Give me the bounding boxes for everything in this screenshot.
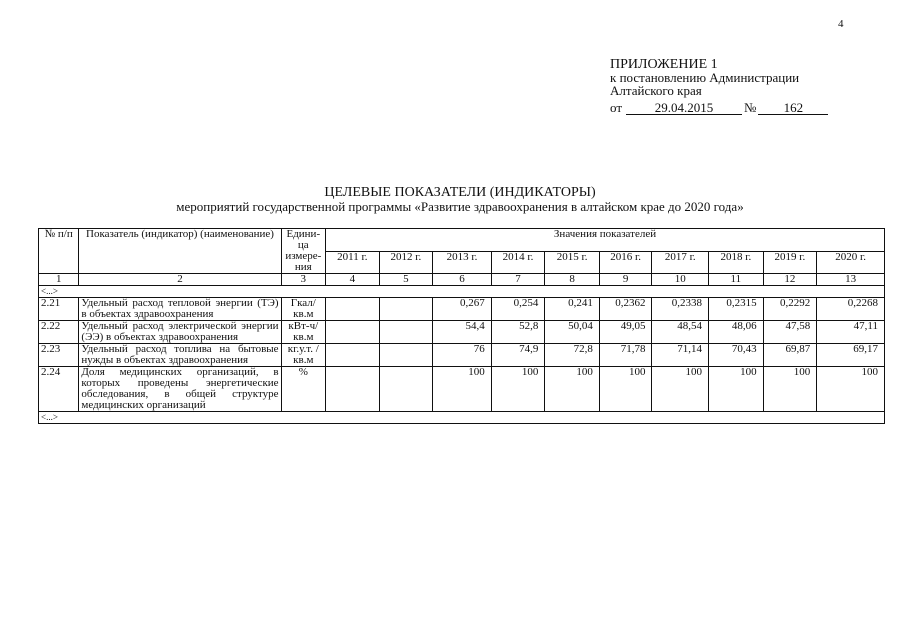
page-number: 4 (838, 18, 844, 30)
row-indicator-name: Удельный расход электрической энергии (ЭЭ) в объектах здравоохранения (79, 321, 281, 344)
row-value (326, 321, 380, 344)
header-row-1 (39, 229, 885, 252)
row-value: 0,2362 (599, 298, 652, 321)
row-number: 2.24 (39, 367, 79, 412)
ellipsis-row (39, 286, 885, 298)
row-value: 48,54 (652, 321, 709, 344)
header-num: № п/п (39, 229, 79, 274)
header-values-group: Значения показателей (326, 229, 885, 252)
row-value: 49,05 (599, 321, 652, 344)
ellipsis-cell: <...> (39, 412, 885, 424)
row-value: 71,78 (599, 344, 652, 367)
row-value: 100 (433, 367, 492, 412)
row-value: 0,2338 (652, 298, 709, 321)
row-number: 2.23 (39, 344, 79, 367)
row-indicator-name: Доля медицинских организаций, в которых проведены энергетические обследования, в общей структуре медицинских организаций (79, 367, 281, 412)
column-number: 10 (652, 274, 709, 286)
decree-date: 29.04.2015 (626, 102, 742, 115)
appendix-line-2: Алтайского края (610, 83, 702, 98)
row-value: 0,267 (433, 298, 492, 321)
row-value: 0,254 (491, 298, 545, 321)
row-unit: кг.у.т. /кв.м (281, 344, 325, 367)
column-number: 4 (326, 274, 380, 286)
row-value: 100 (763, 367, 817, 412)
appendix-block (610, 58, 850, 115)
row-value: 48,06 (709, 321, 764, 344)
row-value: 69,87 (763, 344, 817, 367)
header-year: 2014 г. (491, 251, 545, 274)
row-value: 52,8 (491, 321, 545, 344)
header-year: 2017 г. (652, 251, 709, 274)
row-value (326, 367, 380, 412)
column-number: 3 (281, 274, 325, 286)
header-year: 2016 г. (599, 251, 652, 274)
column-number: 9 (599, 274, 652, 286)
column-number: 13 (817, 274, 885, 286)
table-row (39, 367, 885, 412)
ellipsis-row (39, 412, 885, 424)
row-unit: % (281, 367, 325, 412)
row-value (326, 344, 380, 367)
ellipsis-cell: <...> (39, 286, 885, 298)
header-unit: Едини-ца измере-ния (281, 229, 325, 274)
row-value: 70,43 (709, 344, 764, 367)
document-subtitle: мероприятий государственной программы «Развитие здравоохранения в алтайском крае до 2020 года» (176, 199, 744, 214)
appendix-line-1: к постановлению Администрации (610, 70, 800, 85)
row-value: 0,241 (545, 298, 600, 321)
row-value: 100 (545, 367, 600, 412)
row-value: 50,04 (545, 321, 600, 344)
table-row (39, 344, 885, 367)
row-value: 72,8 (545, 344, 600, 367)
row-number: 2.21 (39, 298, 79, 321)
header-year: 2019 г. (763, 251, 817, 274)
row-value: 100 (817, 367, 885, 412)
appendix-date-row (610, 101, 850, 115)
row-value: 76 (433, 344, 492, 367)
row-value (326, 298, 380, 321)
column-number: 7 (491, 274, 545, 286)
column-number: 6 (433, 274, 492, 286)
header-year: 2011 г. (326, 251, 380, 274)
appendix-title: ПРИЛОЖЕНИЕ 1 (610, 57, 718, 72)
row-value (379, 367, 433, 412)
document-title: ЦЕЛЕВЫЕ ПОКАЗАТЕЛИ (ИНДИКАТОРЫ) (324, 185, 596, 200)
header-indicator: Показатель (индикатор) (наименование) (79, 229, 281, 274)
row-value: 0,2268 (817, 298, 885, 321)
document-title-block (40, 186, 880, 214)
row-value: 100 (652, 367, 709, 412)
indicators-table (38, 228, 885, 424)
column-number: 1 (39, 274, 79, 286)
column-number: 11 (709, 274, 764, 286)
column-number: 12 (763, 274, 817, 286)
row-value (379, 321, 433, 344)
row-value (379, 298, 433, 321)
header-year: 2015 г. (545, 251, 600, 274)
row-value: 0,2315 (709, 298, 764, 321)
row-value: 71,14 (652, 344, 709, 367)
table-row (39, 321, 885, 344)
table-body (39, 286, 885, 424)
row-value: 100 (709, 367, 764, 412)
row-value (379, 344, 433, 367)
header-year: 2018 г. (709, 251, 764, 274)
row-value: 47,58 (763, 321, 817, 344)
column-number: 5 (379, 274, 433, 286)
table-row (39, 298, 885, 321)
row-value: 100 (491, 367, 545, 412)
row-value: 0,2292 (763, 298, 817, 321)
row-indicator-name: Удельный расход топлива на бытовые нужды в объектах здравоохранения (79, 344, 281, 367)
row-unit: кВт-ч/кв.м (281, 321, 325, 344)
row-value: 47,11 (817, 321, 885, 344)
column-number: 8 (545, 274, 600, 286)
header-year: 2020 г. (817, 251, 885, 274)
row-value: 54,4 (433, 321, 492, 344)
number-sign: № (744, 100, 757, 115)
decree-number: 162 (758, 102, 828, 115)
row-unit: Гкал/ кв.м (281, 298, 325, 321)
column-number: 2 (79, 274, 281, 286)
row-indicator-name: Удельный расход тепловой энергии (ТЭ) в объектах здравоохранения (79, 298, 281, 321)
header-year: 2013 г. (433, 251, 492, 274)
row-number: 2.22 (39, 321, 79, 344)
header-year: 2012 г. (379, 251, 433, 274)
row-value: 69,17 (817, 344, 885, 367)
date-prefix: от (610, 100, 623, 115)
column-numbers-row (39, 274, 885, 286)
row-value: 74,9 (491, 344, 545, 367)
row-value: 100 (599, 367, 652, 412)
